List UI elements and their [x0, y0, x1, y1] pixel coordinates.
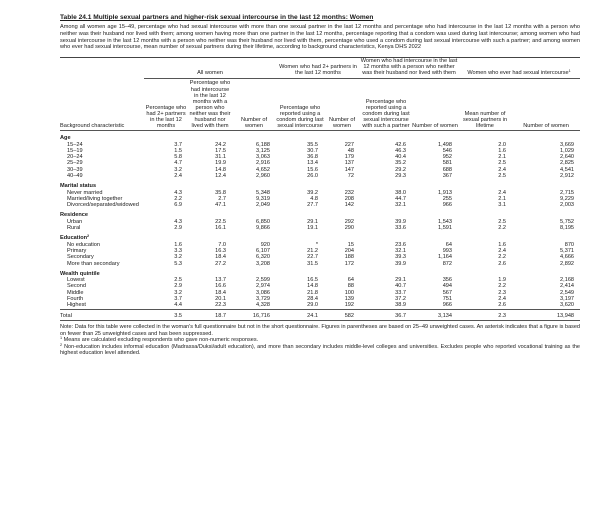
table-cell: 255	[442, 195, 453, 202]
section-heading-text: Age	[60, 135, 71, 142]
table-cell: 2.4	[498, 166, 507, 173]
table-cell: 15	[347, 241, 355, 248]
section-heading-row	[60, 267, 580, 277]
table-cell: 2.5	[174, 277, 182, 284]
section-heading-text: Wealth quintile	[60, 270, 100, 277]
table-cell: 2.6	[498, 260, 507, 267]
section-heading	[60, 208, 580, 218]
table-cell: 100	[344, 289, 355, 296]
table-cell: 3,620	[560, 302, 575, 309]
table-cell: 18.4	[215, 254, 226, 261]
footnote-1-text: Means are calculated excluding respondents who gave non-numeric responses.	[62, 337, 259, 344]
table-cell: 356	[442, 277, 453, 284]
table-cell: 72	[347, 173, 355, 179]
table-cell: 2.2	[174, 195, 182, 202]
footnote-2-text: Non-education includes informal education (Madrassa/Duksi/adult education), and more than secondary includes middle-level colleges and universities. Excludes people who reported vocational training as the highest education level attended.	[60, 343, 580, 357]
table-cell: 38.9	[395, 302, 407, 309]
table-cell: 29.2	[395, 166, 407, 173]
table-cell: 142	[344, 202, 355, 209]
footnote-mark: 1	[60, 336, 63, 341]
col-header-n-women-2plus: Number of women	[324, 79, 360, 131]
table-cell: 30.7	[307, 147, 319, 154]
table-cell: 2,003	[560, 202, 575, 209]
table-cell: 39.9	[395, 218, 407, 225]
table-cell: 292	[344, 218, 355, 225]
table-cell: 3,063	[256, 154, 271, 161]
table-cell: 2.0	[498, 141, 507, 148]
table-cell: 2.3	[458, 309, 512, 320]
table-cell: 17.5	[215, 147, 226, 154]
document-page	[60, 14, 580, 357]
table-cell: 40.4	[395, 154, 407, 161]
table-cell: 21.2	[307, 247, 319, 254]
table-cell: 29.1	[307, 218, 319, 225]
table-cell: 6,320	[256, 254, 271, 261]
footnote-1	[60, 337, 580, 344]
table-cell: 7.0	[218, 241, 226, 248]
table-cell: 139	[344, 296, 355, 303]
table-cell: 19.1	[307, 225, 319, 232]
table-cell: 14.8	[215, 166, 226, 173]
table-cell: 44.7	[395, 195, 407, 202]
table-cell: 4.3	[174, 218, 182, 225]
table-cell: 29.3	[395, 173, 407, 179]
group-header-two-plus-partners: Women who had 2+ partners in the last 12 months	[276, 58, 360, 79]
group-header-neither-partner: Women who had intercourse in the last 12 months with a person who neither was their husband nor lived with them	[360, 58, 458, 79]
table-cell: 920	[260, 241, 271, 248]
table-cell: 19.9	[215, 160, 226, 167]
table-cell: 4.8	[310, 195, 319, 202]
table-cell: 204	[344, 247, 355, 254]
table-cell: 2,825	[560, 160, 575, 167]
table-cell: 494	[442, 283, 453, 290]
table-cell: 1,591	[438, 225, 453, 232]
table-cell: 46.3	[395, 147, 407, 154]
table-cell: 2.2	[498, 225, 507, 232]
table-cell: 2.1	[498, 154, 507, 161]
table-cell: 993	[442, 247, 453, 254]
row-label: Fourth	[67, 296, 84, 303]
table-cell: 8,195	[560, 225, 575, 232]
table-cell: 172	[344, 260, 355, 267]
table-cell: 2,599	[256, 277, 271, 284]
table-cell: 21.8	[307, 289, 319, 296]
table-cell: 39.3	[395, 254, 407, 261]
table-body	[60, 131, 580, 321]
table-cell: 966	[442, 302, 453, 309]
section-heading-row	[60, 231, 580, 241]
table-cell: 9,866	[256, 225, 271, 232]
table-cell: 36.7	[360, 309, 412, 320]
row-label: 15–24	[67, 141, 83, 148]
section-heading	[60, 131, 580, 142]
table-cell: 3,125	[256, 147, 271, 154]
table-cell: 1,913	[438, 189, 453, 196]
row-label: Middle	[67, 289, 84, 296]
total-label: Total	[60, 309, 144, 320]
row-label: Lowest	[67, 277, 85, 284]
table-cell: 751	[442, 296, 453, 303]
section-heading	[60, 267, 580, 277]
table-cell: 3.7	[174, 141, 182, 148]
table-cell: 22.5	[215, 218, 226, 225]
table-cell: 27.2	[215, 260, 226, 267]
table-cell: 2,916	[256, 160, 271, 167]
table-cell: 40.7	[395, 283, 407, 290]
section-heading-row	[60, 131, 580, 142]
table-cell: 3,208	[256, 260, 271, 267]
table-cell: 1.6	[174, 241, 182, 248]
table-cell: 3,669	[560, 141, 575, 148]
table-cell: 5.8	[174, 154, 182, 161]
table-cell: 2.7	[218, 195, 226, 202]
row-label: 15–19	[67, 147, 83, 154]
table-cell: 33.6	[395, 225, 407, 232]
table-cell: 16,716	[232, 309, 276, 320]
row-label: More than secondary	[67, 260, 120, 267]
table-cell: 24.2	[215, 141, 226, 148]
row-label: Never married	[67, 189, 103, 196]
col-header-n-women-ever: Number of women	[512, 79, 580, 131]
table-cell: 9,319	[256, 195, 271, 202]
table-cell: 3,134	[412, 309, 458, 320]
section-heading-text: Education	[60, 235, 88, 242]
table-cell: 5.3	[174, 260, 182, 267]
col-header-n-women-neither: Number of women	[412, 79, 458, 131]
note-text: Note: Data for this table were collected in the woman's full questionnaire but not in the short questionnaire. Figures in parentheses are based on 25–49 unweighted cases. An asterisk indicates that a figure is based on fewer than 25 unweighted cases and has been suppressed.	[60, 323, 580, 337]
table-cell: 2.6	[498, 302, 507, 309]
table-cell: 13,948	[512, 309, 580, 320]
table-cell: 3.2	[174, 289, 182, 296]
table-cell: 16.5	[307, 277, 319, 284]
row-label: Rural	[67, 225, 81, 232]
table-cell: 2,892	[560, 260, 575, 267]
table-cell: 31.1	[215, 154, 226, 161]
table-cell: 1.6	[498, 147, 507, 154]
table-cell: 1,543	[438, 218, 453, 225]
data-table	[60, 57, 580, 321]
table-cell: 3.7	[174, 296, 182, 303]
table-cell: 870	[564, 241, 575, 248]
row-label: 40–49	[67, 173, 83, 179]
table-cell: 13.7	[215, 277, 226, 284]
table-cell: 12.4	[215, 173, 226, 179]
table-cell: 32.1	[395, 247, 407, 254]
table-cell: 47.1	[215, 202, 226, 209]
table-cell: 2.5	[498, 218, 507, 225]
table-cell: 6.9	[174, 202, 182, 209]
table-cell: 2,974	[256, 283, 271, 290]
table-description: Among all women age 15–49, percentage who had sexual intercourse with more than one sexual partner in the last 12 months and percentage who had intercourse in the last 12 months with a person who neither was their husband nor lived with them; among women having more than one partner in the last 12 months, percentage reporting that a condom was used during last intercourse; among women who had sexual intercourse in the last 12 months with a person who neither was their husband nor lived with them, percentage who used a condom during last sexual intercourse with such a partner; and among women who ever had sexual intercourse, mean number of sexual partners during their lifetime, according to background characteristics, Kenya DHS 2022	[60, 24, 580, 51]
row-label: Divorced/separated/widowed	[67, 202, 139, 209]
table-cell: 546	[442, 147, 453, 154]
table-cell: 966	[442, 202, 453, 209]
table-cell: 2.4	[174, 173, 182, 179]
table-cell: 64	[445, 241, 453, 248]
table-cell: 3.1	[498, 202, 507, 209]
table-cell: 2.5	[498, 173, 507, 179]
table-cell: 688	[442, 166, 453, 173]
table-cell: 48	[347, 147, 355, 154]
col-header-pct-condom-partner: Percentage who reported using a condom during last sexual intercourse with such a partner	[360, 79, 412, 131]
group-header-ever-text: Women who ever had sexual intercourse	[467, 70, 569, 77]
table-cell: 9,229	[560, 195, 575, 202]
table-cell: 22.3	[215, 302, 226, 309]
table-cell: 2.4	[498, 296, 507, 303]
table-cell: 6,850	[256, 218, 271, 225]
table-cell: 15.6	[307, 166, 319, 173]
row-label: Secondary	[67, 254, 94, 261]
section-heading-row	[60, 208, 580, 218]
table-cell: 3,729	[256, 296, 271, 303]
table-cell: 2,414	[560, 283, 575, 290]
table-cell: 2,549	[560, 289, 575, 296]
table-cell: 4.7	[174, 160, 182, 167]
row-label: 25–29	[67, 160, 83, 167]
table-cell: 1,498	[438, 141, 453, 148]
table-cell: 4,652	[256, 166, 271, 173]
table-cell: 581	[442, 160, 453, 167]
table-cell: 2.1	[498, 195, 507, 202]
table-cell: 3,086	[256, 289, 271, 296]
table-cell: 290	[344, 225, 355, 232]
table-cell: 27.7	[307, 202, 319, 209]
section-heading-text: Residence	[60, 212, 88, 219]
table-cell: 35.2	[395, 160, 407, 167]
table-cell: 88	[347, 283, 355, 290]
table-cell: 147	[344, 166, 355, 173]
row-label: Highest	[67, 302, 86, 309]
table-cell: 6,107	[256, 247, 271, 254]
table-cell: 64	[347, 277, 355, 284]
section-heading-text: Marital status	[60, 183, 97, 190]
row-label: Primary	[67, 247, 87, 254]
table-cell: 3.5	[144, 309, 188, 320]
table-cell: 29.1	[395, 277, 407, 284]
table-cell: 35.8	[215, 189, 226, 196]
table-cell: 23.6	[395, 241, 407, 248]
table-cell: 1,029	[560, 147, 575, 154]
footnote-2	[60, 344, 580, 357]
table-cell: 32.1	[395, 202, 407, 209]
column-group-header-row	[60, 58, 580, 79]
table-cell: 4,541	[560, 166, 575, 173]
table-cell: 2.9	[174, 283, 182, 290]
row-label: No education	[67, 241, 100, 248]
table-cell: 22.7	[307, 254, 319, 261]
col-header-pct-neither: Percentage who had intercourse in the last 12 months with a person who neither was their husband nor lived with them	[189, 80, 231, 130]
table-cell: 952	[442, 154, 453, 161]
row-label: Urban	[67, 218, 83, 225]
table-cell: 1.5	[174, 147, 182, 154]
table-cell: 567	[442, 289, 453, 296]
table-cell: 179	[344, 154, 355, 161]
table-cell: 192	[344, 302, 355, 309]
table-cell: 2.9	[174, 225, 182, 232]
row-label: 30–39	[67, 166, 83, 173]
table-cell: 6,188	[256, 141, 271, 148]
row-label: Second	[67, 283, 86, 290]
table-cell: 18.4	[215, 289, 226, 296]
footnote-mark: 1	[568, 69, 571, 74]
table-cell: 227	[344, 141, 355, 148]
table-cell: 13.4	[307, 160, 319, 167]
table-cell: 20.1	[215, 296, 226, 303]
table-cell: 4.3	[174, 189, 182, 196]
table-cell: 39.2	[307, 189, 319, 196]
table-cell: 35.5	[307, 141, 319, 148]
table-notes	[60, 324, 580, 357]
table-cell: 18.7	[188, 309, 232, 320]
group-header-ever-had-sex	[458, 58, 580, 79]
table-cell: 367	[442, 173, 453, 179]
table-cell: 2.5	[498, 160, 507, 167]
table-cell: 3.2	[174, 166, 182, 173]
table-cell: 2.2	[498, 283, 507, 290]
table-cell: 4,328	[256, 302, 271, 309]
group-header-all-women: All women	[144, 58, 276, 79]
table-cell: 3.3	[174, 247, 182, 254]
section-heading-row	[60, 179, 580, 189]
table-cell: 24.1	[276, 309, 324, 320]
table-cell: 4,666	[560, 254, 575, 261]
table-cell: 14.8	[307, 283, 319, 290]
table-cell: 1.6	[498, 241, 507, 248]
table-cell: 872	[442, 260, 453, 267]
col-header-pct-condom-2plus: Percentage who reported using a condom during last sexual intercourse	[276, 79, 324, 131]
table-cell: 3,197	[560, 296, 575, 303]
row-label: 20–24	[67, 154, 83, 161]
section-heading	[60, 231, 580, 241]
table-cell: 4.4	[174, 302, 182, 309]
table-cell: 1.9	[498, 277, 507, 284]
table-cell: 16.1	[215, 225, 226, 232]
table-cell: 2.3	[498, 289, 507, 296]
table-cell: 16.6	[215, 283, 226, 290]
table-cell: 2,049	[256, 202, 271, 209]
table-cell: 26.0	[307, 173, 319, 179]
table-cell: 5,348	[256, 189, 271, 196]
table-cell: 29.0	[307, 302, 319, 309]
footnote-mark: 2	[87, 234, 90, 239]
col-header-mean-partners: Mean number of sexual partners in lifetime	[458, 79, 512, 131]
col-header-background: Background characteristic	[60, 79, 144, 131]
table-cell: 39.9	[395, 260, 407, 267]
table-cell: 2,912	[560, 173, 575, 179]
table-cell: 1,164	[438, 254, 453, 261]
section-heading	[60, 179, 580, 189]
table-cell: 16.3	[215, 247, 226, 254]
table-cell: 42.6	[395, 141, 407, 148]
table-cell: 31.5	[307, 260, 319, 267]
table-cell: 3.2	[174, 254, 182, 261]
total-row	[60, 309, 580, 320]
table-cell: 137	[344, 160, 355, 167]
table-cell: 2,960	[256, 173, 271, 179]
row-label: Married/living together	[67, 195, 123, 202]
table-cell: 5,371	[560, 247, 575, 254]
footnote-mark: 2	[60, 342, 63, 347]
table-cell: 2,168	[560, 277, 575, 284]
table-cell: 2,640	[560, 154, 575, 161]
table-cell: 188	[344, 254, 355, 261]
table-cell: 2.4	[498, 189, 507, 196]
table-row	[60, 302, 580, 309]
table-cell: 28.4	[307, 296, 319, 303]
table-cell: 36.8	[307, 154, 319, 161]
table-cell: 5,752	[560, 218, 575, 225]
table-cell: *	[315, 241, 319, 248]
col-header-pct-2plus: Percentage who had 2+ partners in the last 12 months	[144, 79, 188, 131]
header-spacer	[60, 58, 144, 79]
table-cell: 2.4	[498, 247, 507, 254]
table-cell: 38.0	[395, 189, 407, 196]
table-cell: 2.2	[498, 254, 507, 261]
table-cell: 37.2	[395, 296, 407, 303]
col-header-n-women: Number of women	[232, 79, 276, 131]
table-cell: 2,715	[560, 189, 575, 196]
table-cell: 208	[344, 195, 355, 202]
table-cell: 33.7	[395, 289, 407, 296]
table-title: Table 24.1 Multiple sexual partners and higher-risk sexual intercourse in the last 12 months: Women	[60, 14, 374, 21]
table-cell: 232	[344, 189, 355, 196]
table-cell: 582	[324, 309, 360, 320]
column-header-row	[60, 79, 580, 131]
